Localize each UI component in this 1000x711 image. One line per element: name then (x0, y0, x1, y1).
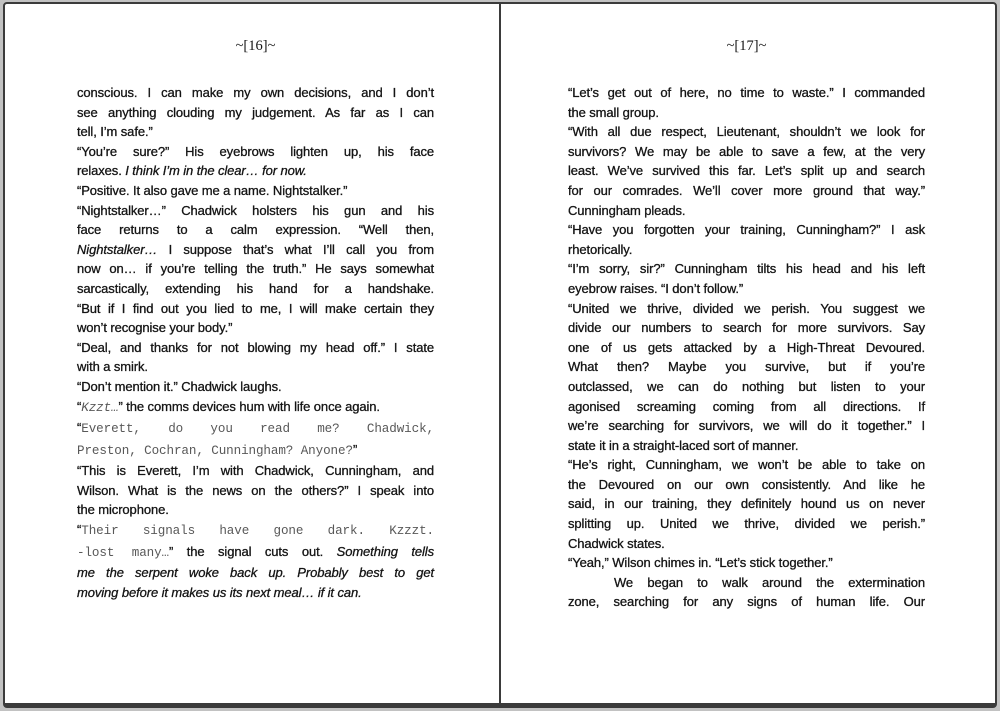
text-line: “Don’t mention it.” Chadwick laughs. (77, 378, 282, 394)
text-line: with a smirk. (77, 359, 148, 375)
text-line: tell, I’m safe.” (77, 124, 153, 140)
text-line: “This is Everett, I’m with Chadwick, Cunningham, and (77, 463, 434, 479)
text-line: “Everett, do you read me? Chadwick, (77, 420, 434, 437)
text-line: see anything clouding my judgement. As far as I can (77, 104, 434, 120)
text-line: survivors? We may be able to save a few, at the very (568, 143, 925, 159)
page-right (500, 4, 995, 703)
text-line: we’re searching for survivors, we will do it together.” I (568, 418, 925, 434)
text-line: “But if I find out you lied to me, I will make certain they (77, 300, 434, 316)
page-text (77, 83, 434, 602)
book-spread (3, 2, 997, 708)
text-line: “He’s right, Cunningham, we won’t be able to take on (568, 457, 925, 473)
text-line: splitting up. United we thrive, divided we perish.” (568, 516, 925, 532)
text-line: “With all due respect, Lieutenant, shouldn’t we look for (568, 124, 925, 140)
text-line: “Deal, and thanks for not blowing my head off.” I state (77, 339, 434, 355)
page-number: ~[17]~ (726, 38, 767, 54)
text-line: “Let’s get out of here, no time to waste.” I commanded (568, 85, 925, 100)
text-line: Nightstalker… I suppose that’s what I’ll call you from (77, 241, 434, 257)
page-text (568, 83, 925, 612)
text-line: “Have you forgotten your training, Cunningham?” I ask (568, 222, 925, 238)
text-line: the Devoured on our own consistently. And like he (568, 476, 925, 492)
text-line: “United we thrive, divided we perish. You suggest we (568, 300, 925, 316)
text-line: agonised screaming coming from all directions. If (568, 398, 925, 414)
text-line: face returns to a calm expression. “Well then, (77, 222, 434, 238)
text-line: conscious. I can make my own decisions, and I don’t (77, 85, 434, 100)
text-line: Chadwick states. (568, 535, 665, 551)
text-line: We began to walk around the extermination (614, 574, 925, 590)
text-line: said, in our training, they definitely hound us on never (568, 496, 925, 512)
text-line: “I’m sorry, sir?” Cunningham tilts his head and his left (568, 261, 925, 277)
text-line: for our comrades. We’ll cover more ground that way.” (568, 182, 925, 198)
text-line: outclassed, we can do nothing but listen to your (568, 378, 925, 394)
text-line: sarcastically, extending his hand for a handshake. (77, 280, 434, 296)
text-line: “Yeah,” Wilson chimes in. “Let’s stick together.” (568, 555, 833, 571)
text-line: won’t recognise your body.” (77, 320, 233, 336)
text-line: relaxes. I think I’m in the clear… for now. (77, 163, 307, 179)
text-line: Cunningham pleads. (568, 202, 686, 218)
page-divider (499, 4, 501, 703)
text-line: divide our numbers to search for more survivors. Say (568, 320, 925, 336)
text-line: “Positive. It also gave me a name. Nightstalker.” (77, 182, 348, 198)
text-line: me the serpent woke back up. Probably best to get (77, 565, 434, 581)
page-number: ~[16]~ (235, 38, 276, 54)
text-line: “Kzzt…” the comms devices hum with life once again. (77, 398, 380, 415)
page-left (5, 4, 500, 703)
text-line: “You’re sure?” His eyebrows lighten up, his face (77, 143, 434, 159)
text-line: “Nightstalker…” Chadwick holsters his gun and his (77, 202, 434, 218)
text-line: Wilson. What is the news on the others?” I speak into (77, 482, 434, 498)
text-line: least. We’ve survived this far. Let’s split up and search (568, 163, 925, 179)
text-line: rhetorically. (568, 241, 633, 257)
text-line: eyebrow raises. “I don’t follow.” (568, 280, 744, 296)
text-line: What then? Maybe you survive, but if you’re (568, 359, 925, 375)
text-line: now on… if you’re telling the truth.” He says somewhat (77, 261, 434, 277)
text-line: the small group. (568, 104, 659, 120)
text-line: moving before it makes us its next meal… if it can. (77, 584, 362, 600)
text-line: one of us gets attacked by a High-Threat Devoured. (568, 339, 925, 355)
text-line: state it in a straight-laced sort of manner. (568, 437, 799, 453)
text-line: Preston, Cochran, Cunningham? Anyone?” (77, 441, 358, 458)
text-line: zone, searching for any signs of human life. Our (568, 594, 925, 610)
text-line: “Their signals have gone dark. Kzzzt. (77, 522, 434, 539)
text-line: -lost many…” the signal cuts out. Something tells (77, 543, 434, 560)
text-line: the microphone. (77, 502, 169, 518)
